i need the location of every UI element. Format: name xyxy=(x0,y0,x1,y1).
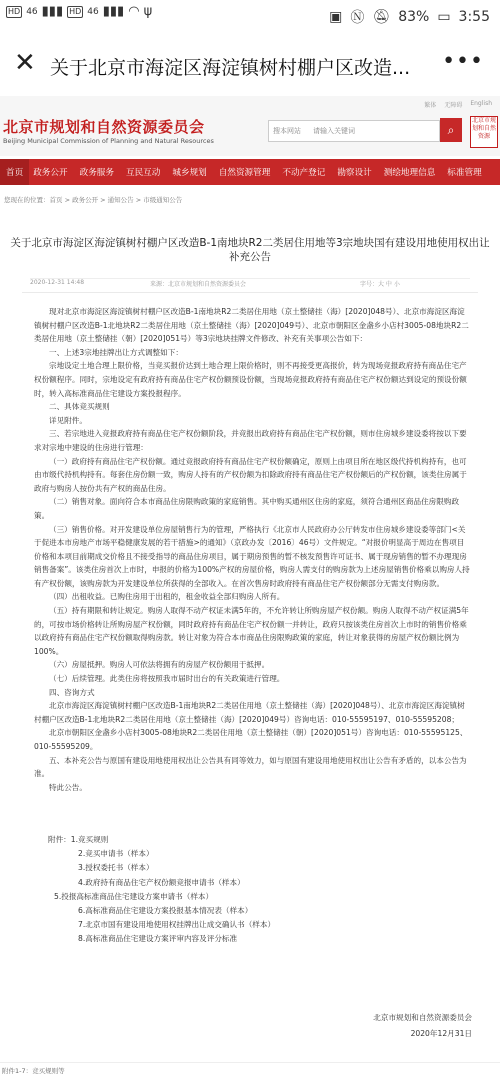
attachment-link[interactable]: 4.政府持有商品住宅产权份额竞报申请书（样本） xyxy=(78,877,245,887)
paragraph: （五）持有期限和转让规定。购房人取得不动产权证未满5年的，不允许转让所购房屋产权份额。购房人取得不动产权证满5年的，可按市场价格转让所购房屋产权份额，同时政府持有商品住宅产权份额一并转让，政府只按该类住房首次上市时的销售价格乘以政府持有商品住宅产权份额取得购房款。转让对象为符合本市商品住房限购政策的家庭，转让对象获得的房屋产权份额比例为100%。 xyxy=(34,606,469,656)
search-placeholder: 请输入关键词 xyxy=(313,127,355,135)
main-nav xyxy=(0,159,500,185)
paragraph: 一、上述3宗地挂牌出让方式调整如下： xyxy=(49,347,183,357)
notification-icon: ▣ xyxy=(329,9,343,25)
paragraph: （三）销售价格。对开发建设单位房屋销售行为的管理，严格执行《北京市人民政府办公厅转发市住房城乡建设委等部门<关于促进本市房地产市场平稳健康发展的若干措施>的通知》（京政办发〔2016〕46号）文件规定。“对报价明显高于周边在售项目价格和本项目前期成交价格且不接受指导的商品住房项目，属于期房预售的暂不核发预售许可证书、属于现房销售的暂不办理现房销售备案”。该类住房首次上市时，申报的价格为100%产权的房屋价格，购房人需支付的购房款为上述房屋销售价格乘以购房人持有产权份额，该购房款为开发建设单位所获得的全部收入。在首次售房时政府持有商品住宅产权份额部分无需支付购房款。 xyxy=(34,524,470,588)
top-links xyxy=(424,100,492,109)
article-date: 2020-12-31 14:48 xyxy=(30,279,85,286)
paragraph: 北京市朝阳区金盏乡小店村3005-08地块R2二类居住用地（京土整储挂（朝）[2020]051号）咨询电话：010-55595125、010-55595209。 xyxy=(34,728,468,751)
paragraph: 特此公告。 xyxy=(49,782,87,792)
nav-item-services[interactable]: 政务服务 xyxy=(79,168,114,178)
font-size-switch[interactable]: 字号：大 中 小 xyxy=(360,281,400,288)
paragraph: （七）后续管理。此类住房将按照我市届时出台的有关政策进行管理。 xyxy=(49,674,285,684)
paragraph: 二、具体竞买规则 xyxy=(49,402,110,412)
top-link[interactable]: English xyxy=(470,100,492,107)
footer-attachment-bar xyxy=(0,1062,500,1083)
search-button[interactable] xyxy=(440,118,462,142)
article-source: 来源：北京市规划和自然资源委员会 xyxy=(150,281,247,288)
nav-item-mapping[interactable]: 测绘地理信息 xyxy=(383,168,436,178)
paragraph: 详见附件。 xyxy=(49,415,87,425)
attachment-link[interactable]: 2.竞买申请书（样本） xyxy=(78,849,154,859)
nav-item-resources[interactable]: 自然资源管理 xyxy=(218,168,271,178)
article-meta xyxy=(30,278,470,288)
emblem-logo xyxy=(470,116,498,148)
app-title-bar xyxy=(0,36,500,97)
signal-label: 46 xyxy=(26,6,38,17)
wifi-icon: ◠ xyxy=(128,4,140,19)
hd-badge: HD xyxy=(8,6,21,16)
paragraph: （一）政府持有商品住宅产权份额。通过竞报政府持有商品住宅产权份额确定，原则上由项目所在地区级代持机构持有，也可由市级代持机构持有。每套住房份额一致，购房人持有的产权份额为扣除政府持有商品住宅产权份额后的产权份额，该类住房属于政府与购房人按份共有产权的商品住房。 xyxy=(34,456,467,493)
divider xyxy=(22,292,478,293)
nav-item-interaction[interactable]: 互民互动 xyxy=(125,168,161,178)
attachment-link[interactable]: 8.高标准商品住宅建设方案评审内容及评分标准 xyxy=(78,934,238,944)
attachment-link[interactable]: 7.北京市国有建设用地使用权挂牌出让成交确认书（样本） xyxy=(78,920,276,930)
nav-item-survey[interactable]: 勘察设计 xyxy=(337,168,372,178)
attachment-link[interactable]: 3.授权委托书（样本） xyxy=(78,863,154,873)
paragraph: 宗地设定土地合理上限价格，当竞买报价达到土地合理上限价格时，则不再接受更高报价，转为现场竞报政府持有商品住宅产权份额程序。同时，宗地设定有政府持有商品住宅产权份额预设份额，当现场竞报政府持有商品住宅产权份额达到设定的预设份额时，转入高标准商品住宅建设方案投报程序。 xyxy=(34,361,467,398)
site-logo-subtitle: Beijing Municipal Commission of Planning and Natural Resources xyxy=(3,137,214,145)
nav-item-home[interactable]: 首页 xyxy=(0,159,29,185)
attachment-link[interactable]: 6.高标准商品住宅建设方案投报基本情况表（样本） xyxy=(78,906,253,916)
signature-org: 北京市规划和自然资源委员会 xyxy=(373,1013,472,1022)
paragraph: 五、本补充公告与原国有建设用地使用权出让公告具有同等效力，如与原国有建设用地使用权出让公告有矛盾的，以本公告为准。 xyxy=(34,755,467,779)
attachment-link[interactable]: 1.竞买规则 xyxy=(70,835,109,844)
search-icon: ⌕ xyxy=(447,123,455,137)
signature-date: 2020年12月31日 xyxy=(410,1029,472,1038)
paragraph: 三、若宗地进入竞报政府持有商品住宅产权份额阶段，并竞报出政府持有商品住宅产权份额，则市住房城乡建设委将按以下要求对宗地中建设的住房进行管理： xyxy=(34,429,467,452)
usb-icon: ψ xyxy=(143,4,153,19)
paragraph: 四、咨询方式 xyxy=(49,687,95,697)
nav-item-planning[interactable]: 城乡规划 xyxy=(172,168,207,178)
paragraph: （六）房屋抵押。购房人可依法将拥有的房屋产权份额用于抵押。 xyxy=(49,660,270,670)
site-logo-title[interactable]: 北京市规划和自然资源委员会 xyxy=(3,118,205,136)
top-link[interactable]: 无障碍 xyxy=(444,102,463,109)
site-header xyxy=(0,96,500,156)
signal-label-2: 46 xyxy=(87,6,99,17)
nav-item-open-affairs[interactable]: 政务公开 xyxy=(33,168,68,178)
status-bar xyxy=(0,0,500,36)
attachments-list xyxy=(48,833,448,947)
emblem-text: 北京市规划和自然资源 xyxy=(471,117,496,140)
battery-icon: ▭ xyxy=(437,9,451,25)
attachment-link[interactable]: 5.投报高标准商品住宅建设方案申请书（样本） xyxy=(54,891,214,901)
battery-percent: 83% xyxy=(398,9,430,25)
nav-item-standards[interactable]: 标准管理 xyxy=(447,168,482,178)
close-icon[interactable]: ✕ xyxy=(14,48,36,78)
more-options-icon[interactable]: ••• xyxy=(442,49,484,74)
attachments-label: 附件： xyxy=(48,835,71,844)
mute-icon: 🔕︎ xyxy=(372,9,391,25)
paragraph: 现对北京市海淀区海淀镇树村棚户区改造B-1南地块R2二类居住用地（京土整储挂（海）[2020]048号）、北京市海淀区海淀镇树村棚户区改造B-1北地块R2二类居住用地（京土整储挂（海）[2020]049号）、北京市朝阳区金盏乡小店村3005-08地块R2二类居住用地（京土整储挂（朝）[2020]051号）等3宗地块挂牌文件修改、补充有关事项公告如下： xyxy=(34,307,469,344)
signal-icon-2: ▮▮▮ xyxy=(102,4,125,19)
page-title: 关于北京市海淀区海淀镇树村棚户区改造... xyxy=(50,57,411,79)
paragraph: （二）销售对象。面向符合本市商品住房限购政策的家庭销售。其中购买通州区住房的家庭，须符合通州区商品住房限购政策。 xyxy=(34,497,460,520)
footer-attachment-link[interactable]: 附件1-7：竞买规则等 xyxy=(2,1067,65,1075)
search-input[interactable] xyxy=(268,120,440,142)
article-title: 关于北京市海淀区海淀镇树村棚户区改造B-1南地块R2二类居住用地等3宗地块国有建设用地使用权出让补充公告 xyxy=(10,237,490,263)
nfc-icon: Ⓝ xyxy=(350,10,365,26)
paragraph: 北京市海淀区海淀镇树村棚户区改造B-1南地块R2二类居住用地（京土整储挂（海）[2020]048号）、北京市海淀区海淀镇树村棚户区改造B-1北地块R2二类居住用地（京土整储挂（海）[2020]049号）咨询电话：010-55595197、010-55595208； xyxy=(34,701,465,724)
clock: 3:55 xyxy=(458,9,490,25)
signature xyxy=(373,1010,472,1042)
paragraph: （四）出租收益。已购住房用于出租的，租金收益全部归购房人所有。 xyxy=(49,592,285,602)
breadcrumb[interactable]: 您现在的位置：首页 > 政务公开 > 通知公告 > 市级通知公告 xyxy=(4,196,183,204)
signal-icon: ▮▮▮ xyxy=(41,4,64,19)
article-body xyxy=(34,305,470,794)
top-link[interactable]: 繁体 xyxy=(424,102,437,109)
hd-badge-2: HD xyxy=(69,6,82,16)
nav-item-registration[interactable]: 不动产登记 xyxy=(282,168,326,178)
search-scope-label[interactable]: 搜本网站 xyxy=(273,127,301,135)
